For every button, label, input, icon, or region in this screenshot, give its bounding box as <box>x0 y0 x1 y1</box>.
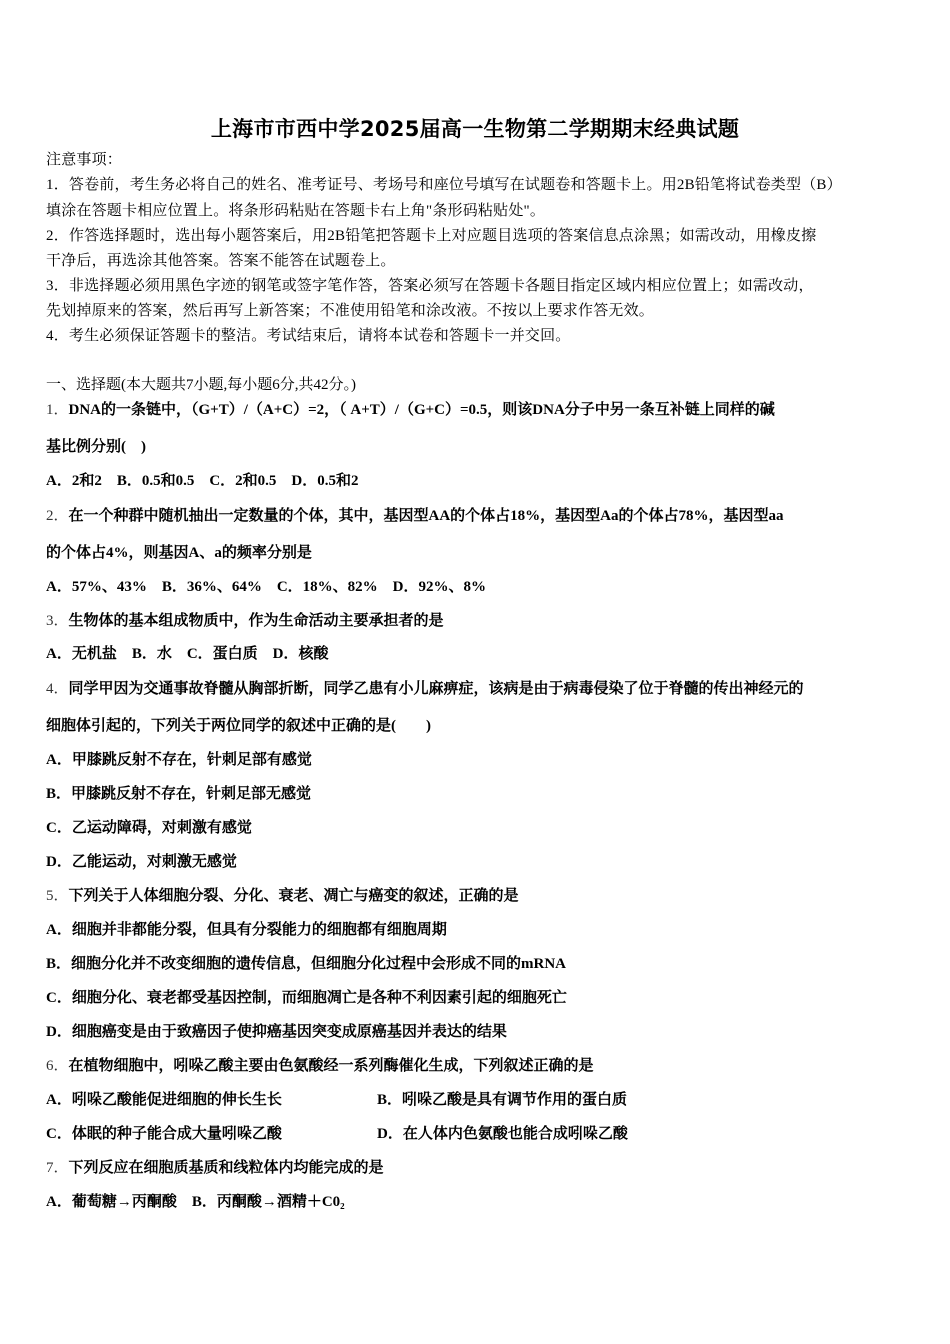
question-5 <box>46 886 519 906</box>
question-number: 6． <box>46 1058 69 1074</box>
question-number: 1． <box>46 402 69 418</box>
option-b: B．吲哚乙酸是具有调节作用的蛋白质 <box>377 1092 628 1108</box>
question-text: 的个体占4%，则基因A、a的频率分别是 <box>46 545 312 561</box>
page-title: 上海市市西中学2025届高一生物第二学期期末经典试题 <box>210 117 740 141</box>
question-text: 在植物细胞中，吲哚乙酸主要由色氨酸经一系列酶催化生成，下列叙述正确的是 <box>68 1058 594 1074</box>
question-number: 3． <box>46 613 69 629</box>
question-number: 2． <box>46 508 69 524</box>
question-text: 生物体的基本组成物质中，作为生命活动主要承担者的是 <box>68 613 444 629</box>
question-text: 在一个种群中随机抽出一定数量的个体，其中，基因型AA的个体占18%，基因型Aa的个体占78%，基因型aa <box>68 508 784 524</box>
notes-heading: 注意事项： <box>46 152 123 168</box>
option-a: A．甲膝跳反射不存在，针刺足部有感觉 <box>46 752 312 768</box>
question-options: A．57%、43% B．36%、64% C．18%、82% D．92%、8% <box>46 579 487 595</box>
notes-line: 2．作答选择题时，选出每小题答案后，用2B铅笔把答题卡上对应题目选项的答案信息点涂黑；如需改动，用橡皮擦 <box>46 228 817 244</box>
question-4 <box>46 679 804 699</box>
question-options: A．2和2 B．0.5和0.5 C．2和0.5 D．0.5和2 <box>46 473 359 489</box>
option-c: C．乙运动障碍，对刺激有感觉 <box>46 820 252 836</box>
question-text: 同学甲因为交通事故脊髓从胸部折断，同学乙患有小儿麻痹症，该病是由于病毒侵染了位于脊髓的传出神经元的 <box>68 681 804 697</box>
question-options: A．无机盐 B．水 C．蛋白质 D．核酸 <box>46 646 329 662</box>
question-number: 4． <box>46 681 69 697</box>
question-text: 基比例分别( ) <box>46 439 146 455</box>
question-options: A．葡萄糖→丙酮酸 B．丙酮酸→酒精＋C0₂ <box>46 1194 345 1210</box>
notes-line: 干净后，再选涂其他答案。答案不能答在试题卷上。 <box>46 253 396 269</box>
question-text: DNA的一条链中，（G+T）/（A+C）=2，（ A+T）/（G+C）=0.5，则该DNA分子中另一条互补链上同样的碱 <box>68 402 775 418</box>
notes-line: 3．非选择题必须用黑色字迹的钢笔或签字笔作答，答案必须写在答题卡各题目指定区域内相应位置上；如需改动， <box>46 278 814 294</box>
option-d: D．细胞癌变是由于致癌因子使抑癌基因突变成原癌基因并表达的结果 <box>46 1024 507 1040</box>
option-a: A．吲哚乙酸能促进细胞的伸长生长 <box>46 1092 282 1108</box>
option-d: D．在人体内色氨酸也能合成吲哚乙酸 <box>377 1126 628 1142</box>
option-d: D．乙能运动，对刺激无感觉 <box>46 854 237 870</box>
option-a: A．细胞并非都能分裂，但具有分裂能力的细胞都有细胞周期 <box>46 922 447 938</box>
option-c: C．细胞分化、衰老都受基因控制，而细胞凋亡是各种不利因素引起的细胞死亡 <box>46 990 567 1006</box>
question-7 <box>46 1158 384 1178</box>
option-b: B．甲膝跳反射不存在，针刺足部无感觉 <box>46 786 312 802</box>
question-1 <box>46 400 775 420</box>
question-text: 细胞体引起的，下列关于两位同学的叙述中正确的是( ) <box>46 718 431 734</box>
notes-line: 4．考生必须保证答题卡的整洁。考试结束后，请将本试卷和答题卡一并交回。 <box>46 328 571 344</box>
question-number: 7． <box>46 1160 69 1176</box>
notes-line: 1．答卷前，考生务必将自己的姓名、准考证号、考场号和座位号填写在试题卷和答题卡上。用2B铅笔将试卷类型（B） <box>46 177 842 193</box>
question-text: 下列反应在细胞质基质和线粒体内均能完成的是 <box>68 1160 384 1176</box>
question-3 <box>46 611 444 631</box>
notes-line: 填涂在答题卡相应位置上。将条形码粘贴在答题卡右上角"条形码粘贴处"。 <box>46 203 546 219</box>
option-c: C．体眠的种子能合成大量吲哚乙酸 <box>46 1126 282 1142</box>
section-heading: 一、选择题(本大题共7小题,每小题6分,共42分。) <box>46 377 356 393</box>
question-text: 下列关于人体细胞分裂、分化、衰老、凋亡与癌变的叙述，正确的是 <box>68 888 519 904</box>
notes-line: 先划掉原来的答案，然后再写上新答案；不准使用铅笔和涂改液。不按以上要求作答无效。 <box>46 303 655 319</box>
question-2 <box>46 506 784 526</box>
question-number: 5． <box>46 888 69 904</box>
question-6 <box>46 1056 594 1076</box>
option-b: B．细胞分化并不改变细胞的遗传信息，但细胞分化过程中会形成不同的mRNA <box>46 956 567 972</box>
